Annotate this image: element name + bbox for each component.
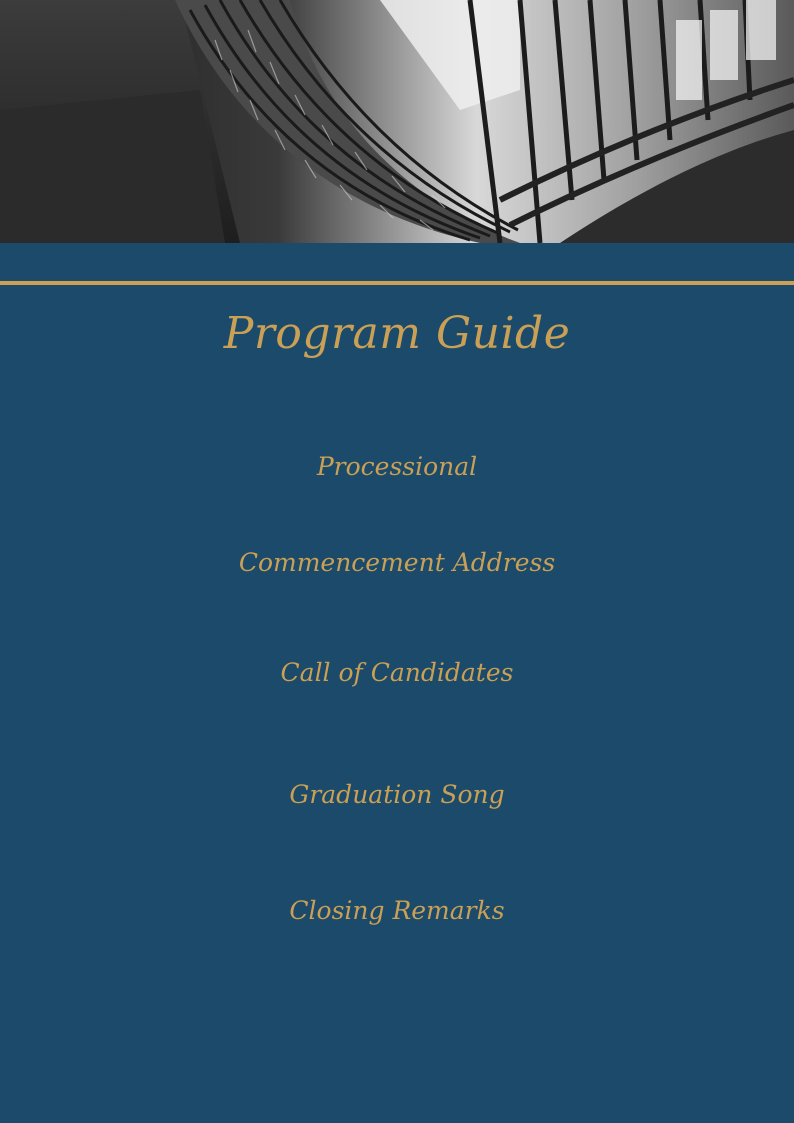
- library-bookshelves-photo: [0, 0, 794, 243]
- program-item-closing-remarks: Closing Remarks: [289, 896, 505, 925]
- page-title: Program Guide: [223, 308, 571, 359]
- program-item-call-of-candidates: Call of Candidates: [280, 658, 514, 687]
- program-item-commencement-address: Commencement Address: [238, 548, 556, 577]
- program-item-graduation-song: Graduation Song: [289, 780, 505, 809]
- program-item-processional: Processional: [316, 452, 478, 481]
- library-photo-graphic: [0, 0, 794, 243]
- gold-divider: [0, 281, 794, 285]
